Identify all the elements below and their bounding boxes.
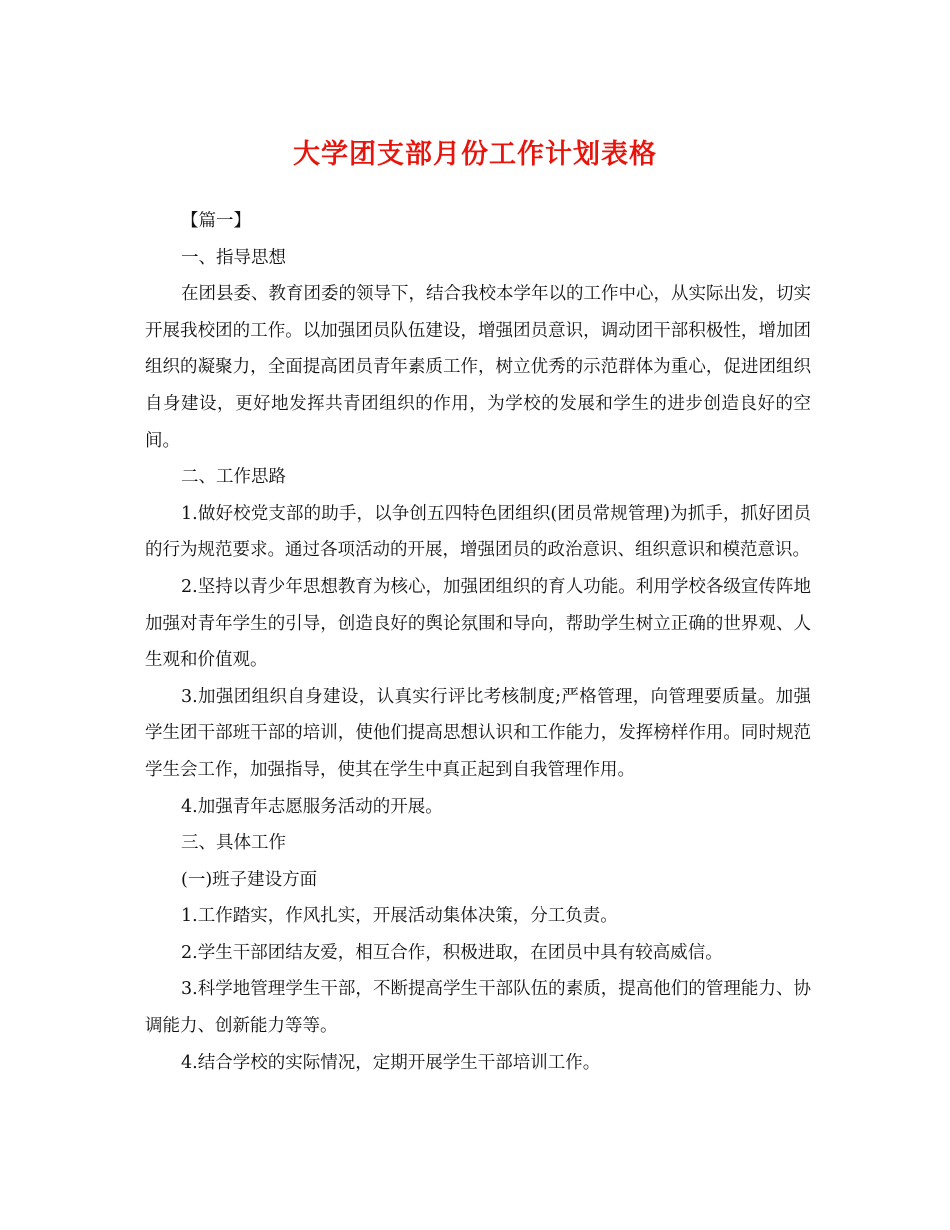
subsection-heading: (一)班子建设方面 <box>181 869 318 890</box>
list-item: 3.加强团组织自身建设，认真实行评比考核制度;严格管理，向管理要质量。加强学生团干部班干部的培训，使他们提高思想认识和工作能力，发挥榜样作用。同时规范学生会工作，加强指导，使其在学生中真正起到自我管理作用。 <box>145 686 811 780</box>
document-title: 大学团支部月份工作计划表格 <box>293 139 657 170</box>
list-item: 4.加强青年志愿服务活动的开展。 <box>181 796 443 817</box>
list-item: 2.学生干部团结友爱，相互合作，积极进取，在团员中具有较高威信。 <box>181 942 723 963</box>
list-item: 1.工作踏实，作风扎实，开展活动集体决策，分工负责。 <box>181 906 618 927</box>
body-paragraph: 在团县委、教育团委的领导下，结合我校本学年以的工作中心，从实际出发，切实开展我校团的工作。以加强团员队伍建设，增强团员意识，调动团干部积极性，增加团组织的凝聚力，全面提高团员青年素质工作，树立优秀的示范群体为重心，促进团组织自身建设，更好地发挥共青团组织的作用，为学校的发展和学生的进步创造良好的空间。 <box>145 284 811 451</box>
list-item: 3.科学地管理学生干部，不断提高学生干部队伍的素质，提高他们的管理能力、协调能力、创新能力等等。 <box>145 979 811 1037</box>
section-marker: 【篇一】 <box>181 211 251 231</box>
list-item: 2.坚持以青少年思想教育为核心，加强团组织的育人功能。利用学校各级宣传阵地加强对青年学生的引导，创造良好的舆论氛围和导向，帮助学生树立正确的世界观、人生观和价值观。 <box>145 576 811 671</box>
document-body <box>145 203 811 1081</box>
list-item: 1.做好校党支部的助手，以争创五四特色团组织(团员常规管理)为抓手，抓好团员的行为规范要求。通过各项活动的开展，增强团员的政治意识、组织意识和模范意识。 <box>145 503 811 561</box>
section-heading: 三、具体工作 <box>181 833 286 854</box>
list-item: 4.结合学校的实际情况，定期开展学生干部培训工作。 <box>181 1052 601 1073</box>
section-heading: 二、工作思路 <box>181 467 286 488</box>
section-heading: 一、指导思想 <box>181 247 286 268</box>
